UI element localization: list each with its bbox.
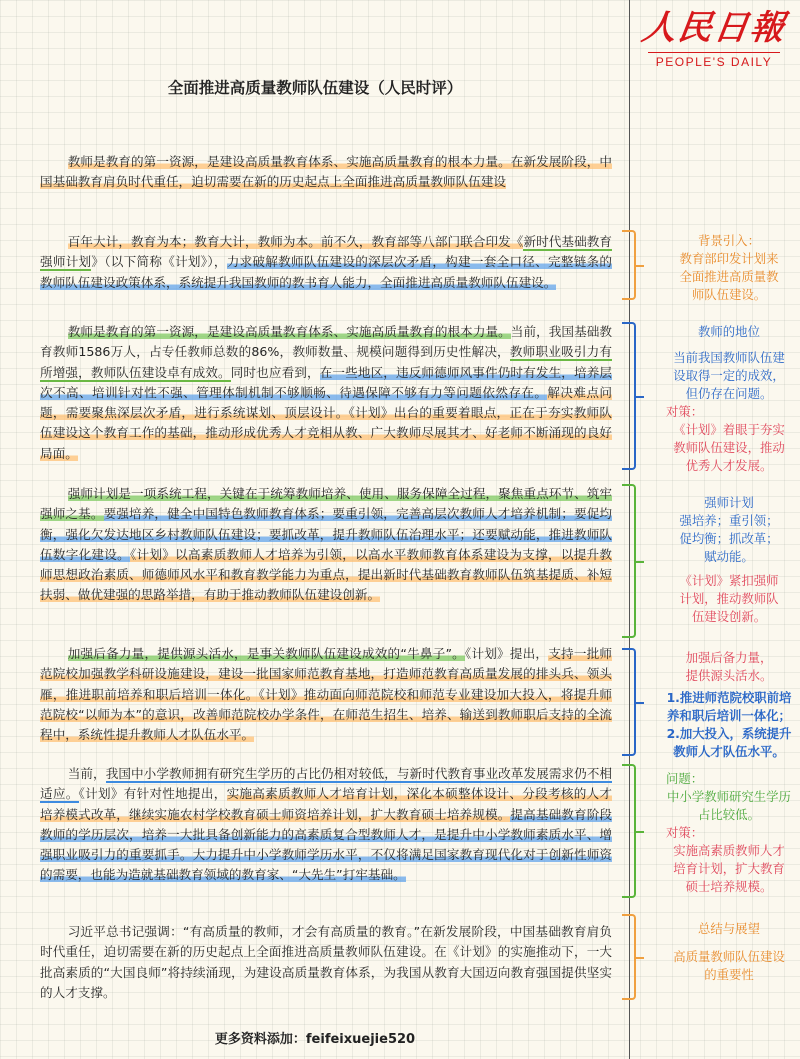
footer-contact: 更多资料添加：feifeixuejie520	[214, 1032, 416, 1047]
note-line: 优秀人才发展。	[685, 458, 773, 473]
bracket-teacher-status	[622, 322, 636, 470]
text-span: 新时代基础教育强师计划	[40, 234, 613, 270]
note-line: 促均衡；抓改革；	[679, 531, 779, 546]
text-span: 提高基础教育阶段教师的学历层次，培养一大批具备创新能力的高素质复合型教师人才，是提升中小学教师素质水平、增强职业吸引力的重要抓手。	[40, 806, 613, 863]
note-line: 赋动能。	[704, 549, 754, 564]
note-line: 《计划》紧扣强师	[679, 573, 779, 588]
logo-chinese: 人民日報	[639, 8, 789, 48]
note-line: 教师队伍建设，推动	[673, 440, 785, 455]
text-span: 教师是教育的第一资源，是建设高质量教育体系、实施高质量教育的根本力量。在新发展阶段，中国基础教育肩负时代重任，迫切需要在新的历史起点上全面推进高质量教师队伍建设	[40, 154, 612, 190]
paragraph-5	[40, 764, 612, 886]
text-span: 加强后备力量，提供源头活水，是事关教师队伍建设成效的“牛鼻子”。	[67, 646, 465, 661]
note-line: 《计划》着眼于夯实	[673, 422, 785, 437]
text-span: 《计划》出台的重要着眼点，正在于夯实教师队伍建设这个教育工作的基础，推动形成优秀人才竞相从教、广大教师尽展其才、好老师不断涌现的良好局面。	[40, 405, 613, 461]
note-background	[660, 232, 798, 304]
note-sub-heading: 对策：	[666, 825, 704, 840]
bracket-problem	[622, 764, 636, 898]
note-line: 培育计划，扩大教育	[673, 861, 785, 876]
text-span: 当前，我国基础教育教师1586万人，占专任教师总数的86%，教师数量、规模问题得到历史性解决，	[40, 324, 613, 360]
text-span: 在一些地区，违反师德师风事件仍时有发生，培养层次不高、培训针对性不强、管理体制机制不够顺畅、待遇保障不够有力等问题依然存在。	[40, 364, 613, 400]
paragraph-2	[40, 322, 612, 464]
text-span: 要强培养，健全中国特色教师教育体系；要重引领，完善高层次教师人才培养机制；要促均衡，强化欠发达地区乡村教师队伍建设；要抓改革，提升教师队伍治理水平；还要赋动能，推进教师队伍数字化建设。	[40, 506, 613, 562]
text-span: 支持一批师范院校加强教学科研设施建设，建设一批国家师范教育基地，打造师范教育高质量发展的排头兵、领头雁，推进职前培养和职后培训一体化。	[40, 646, 613, 702]
paragraph-intro	[40, 152, 612, 193]
note-heading: 问题：	[666, 771, 704, 786]
note-heading: 提供源头活水。	[685, 668, 773, 683]
note-heading: 强师计划	[704, 495, 754, 510]
text-span: 教师是教育的第一资源，是建设高质量教育体系、实施高质量教育的根本力量。	[67, 324, 511, 339]
note-heading: 背景引入：	[698, 233, 760, 248]
note-strong-teacher-plan	[660, 494, 798, 626]
note-heading: 教师的地位	[698, 324, 760, 339]
note-summary	[660, 920, 798, 984]
text-span: 习近平总书记强调：“有高质量的教师，才会有高质量的教育。”在新发展阶段，中国基础教育肩负时代重任，迫切需要在新的历史起点上全面推进高质量教师队伍建设。在《计划》的实施推动下，一大批高素质的“大国良师”将持续涌现，为建设高质量教育体系，为我国从教育大国迈向教育强国提供坚实的人才支撑。	[40, 924, 612, 1000]
bracket-reserve-force	[622, 648, 636, 756]
logo-english: PEOPLE'S DAILY	[648, 52, 780, 69]
text-span: 百年大计，教育为本；教育大计，教师为本。前不久，教育部等八部门联合印发《	[67, 234, 524, 249]
note-heading: 加强后备力量，	[685, 650, 773, 665]
text-span: 《计划》推动面向师范院校和师范专业建设加大投入，将提升师范院校“以师为本”的意识，改善师范院校办学条件，在师范生招生、培养、输送到教师职后支持的全流程中，系统性提升教师人才队伍水平。	[40, 686, 613, 743]
paragraph-6	[40, 922, 612, 1003]
bracket-background	[622, 230, 636, 300]
text-span: 解决难点问题，需要聚焦深层次矛盾，进行系统谋划、顶层设计。	[40, 384, 613, 421]
note-line: 1.推进师范院校职前培	[666, 690, 792, 705]
note-line: 高质量教师队伍建设	[673, 949, 785, 964]
note-line: 伍建设创新。	[691, 609, 767, 624]
note-problem	[660, 770, 798, 896]
note-teacher-status	[660, 323, 798, 475]
text-span: 《计划》有针对性地提出，	[78, 786, 227, 802]
note-line: 占比较低。	[698, 807, 760, 822]
note-line: 设取得一定的成效，	[673, 368, 785, 383]
note-line: 强培养；重引领；	[679, 513, 779, 528]
note-line: 当前我国教师队伍建	[673, 350, 785, 365]
text-span: 《计划》以高素质教师人才培养为引领，以高水平教师教育体系建设为支撑，以提升教师思想政治素质、师德师风水平和教育教学能力为重点，提出新时代基础教育教师队伍筑基提质、补短扶弱、做优建强的思路举措，有助于推动教师队伍建设创新。	[40, 546, 612, 603]
note-line: 教师人才队伍水平。	[673, 744, 785, 759]
note-line: 养和职后培训一体化；	[667, 708, 791, 723]
bracket-summary	[622, 914, 636, 1000]
note-line: 硕士培养规模。	[685, 879, 773, 894]
note-line: 师队伍建设。	[691, 287, 767, 302]
paragraph-1	[40, 232, 612, 293]
text-span: 实施高素质教师人才培育计划，深化本硕整体设计、分段考核的人才培养模式改革，继续实施农村学校教育硕士师资培养计划，扩大教育硕士培养规模。	[40, 786, 613, 822]
text-span: 力求破解教师队伍建设的深层次矛盾，构建一套全口径、完整链条的教师队伍建设政策体系，系统提升我国教师的教书育人能力，全面推进高质量教师队伍建设。	[40, 254, 612, 290]
peoples-daily-logo	[638, 6, 790, 76]
paragraph-4	[40, 644, 612, 745]
text-span: 》（以下简称《计划》），	[91, 254, 227, 270]
note-line: 全面推进高质量教	[679, 269, 779, 284]
bracket-strong-teacher-plan	[622, 484, 636, 638]
note-line: 但仍存在问题。	[685, 386, 773, 401]
note-line: 2.加大投入，系统提升	[666, 726, 792, 741]
note-sub-heading: 对策：	[666, 404, 704, 419]
note-line: 计划，推动教师队	[679, 591, 779, 606]
text-span: 教师职业吸引力有所增强，教师队伍建设卓有成效。	[40, 344, 613, 380]
note-reserve-force	[660, 649, 798, 761]
text-span: 强师计划是一项系统工程，关键在于统筹教师培养、使用、服务保障全过程，聚焦重点环节、筑牢强师之基。	[40, 486, 612, 522]
note-line: 教育部印发计划来	[679, 251, 779, 266]
text-span: 大力提升中小学教师学历水平，不仅将满足国家教育现代化对于创新性师资的需要，也能为造就基础教育领域的教育家、“大先生”打牢基础。	[40, 847, 613, 883]
note-line: 中小学教师研究生学历	[667, 789, 791, 804]
paragraph-3	[40, 484, 612, 606]
article-title: 全面推进高质量教师队伍建设（人民时评）	[167, 79, 463, 97]
text-span: 我国中小学教师拥有研究生学历的占比仍相对较低，与新时代教育事业改革发展需求仍不相适应。	[40, 766, 613, 802]
text-span: 当前，	[67, 766, 106, 781]
note-line: 实施高素质教师人才	[673, 843, 785, 858]
text-span: 同时也应看到，	[230, 364, 320, 380]
text-span: 《计划》提出，	[464, 646, 549, 661]
note-line: 的重要性	[704, 967, 754, 982]
note-heading: 总结与展望	[698, 921, 760, 936]
